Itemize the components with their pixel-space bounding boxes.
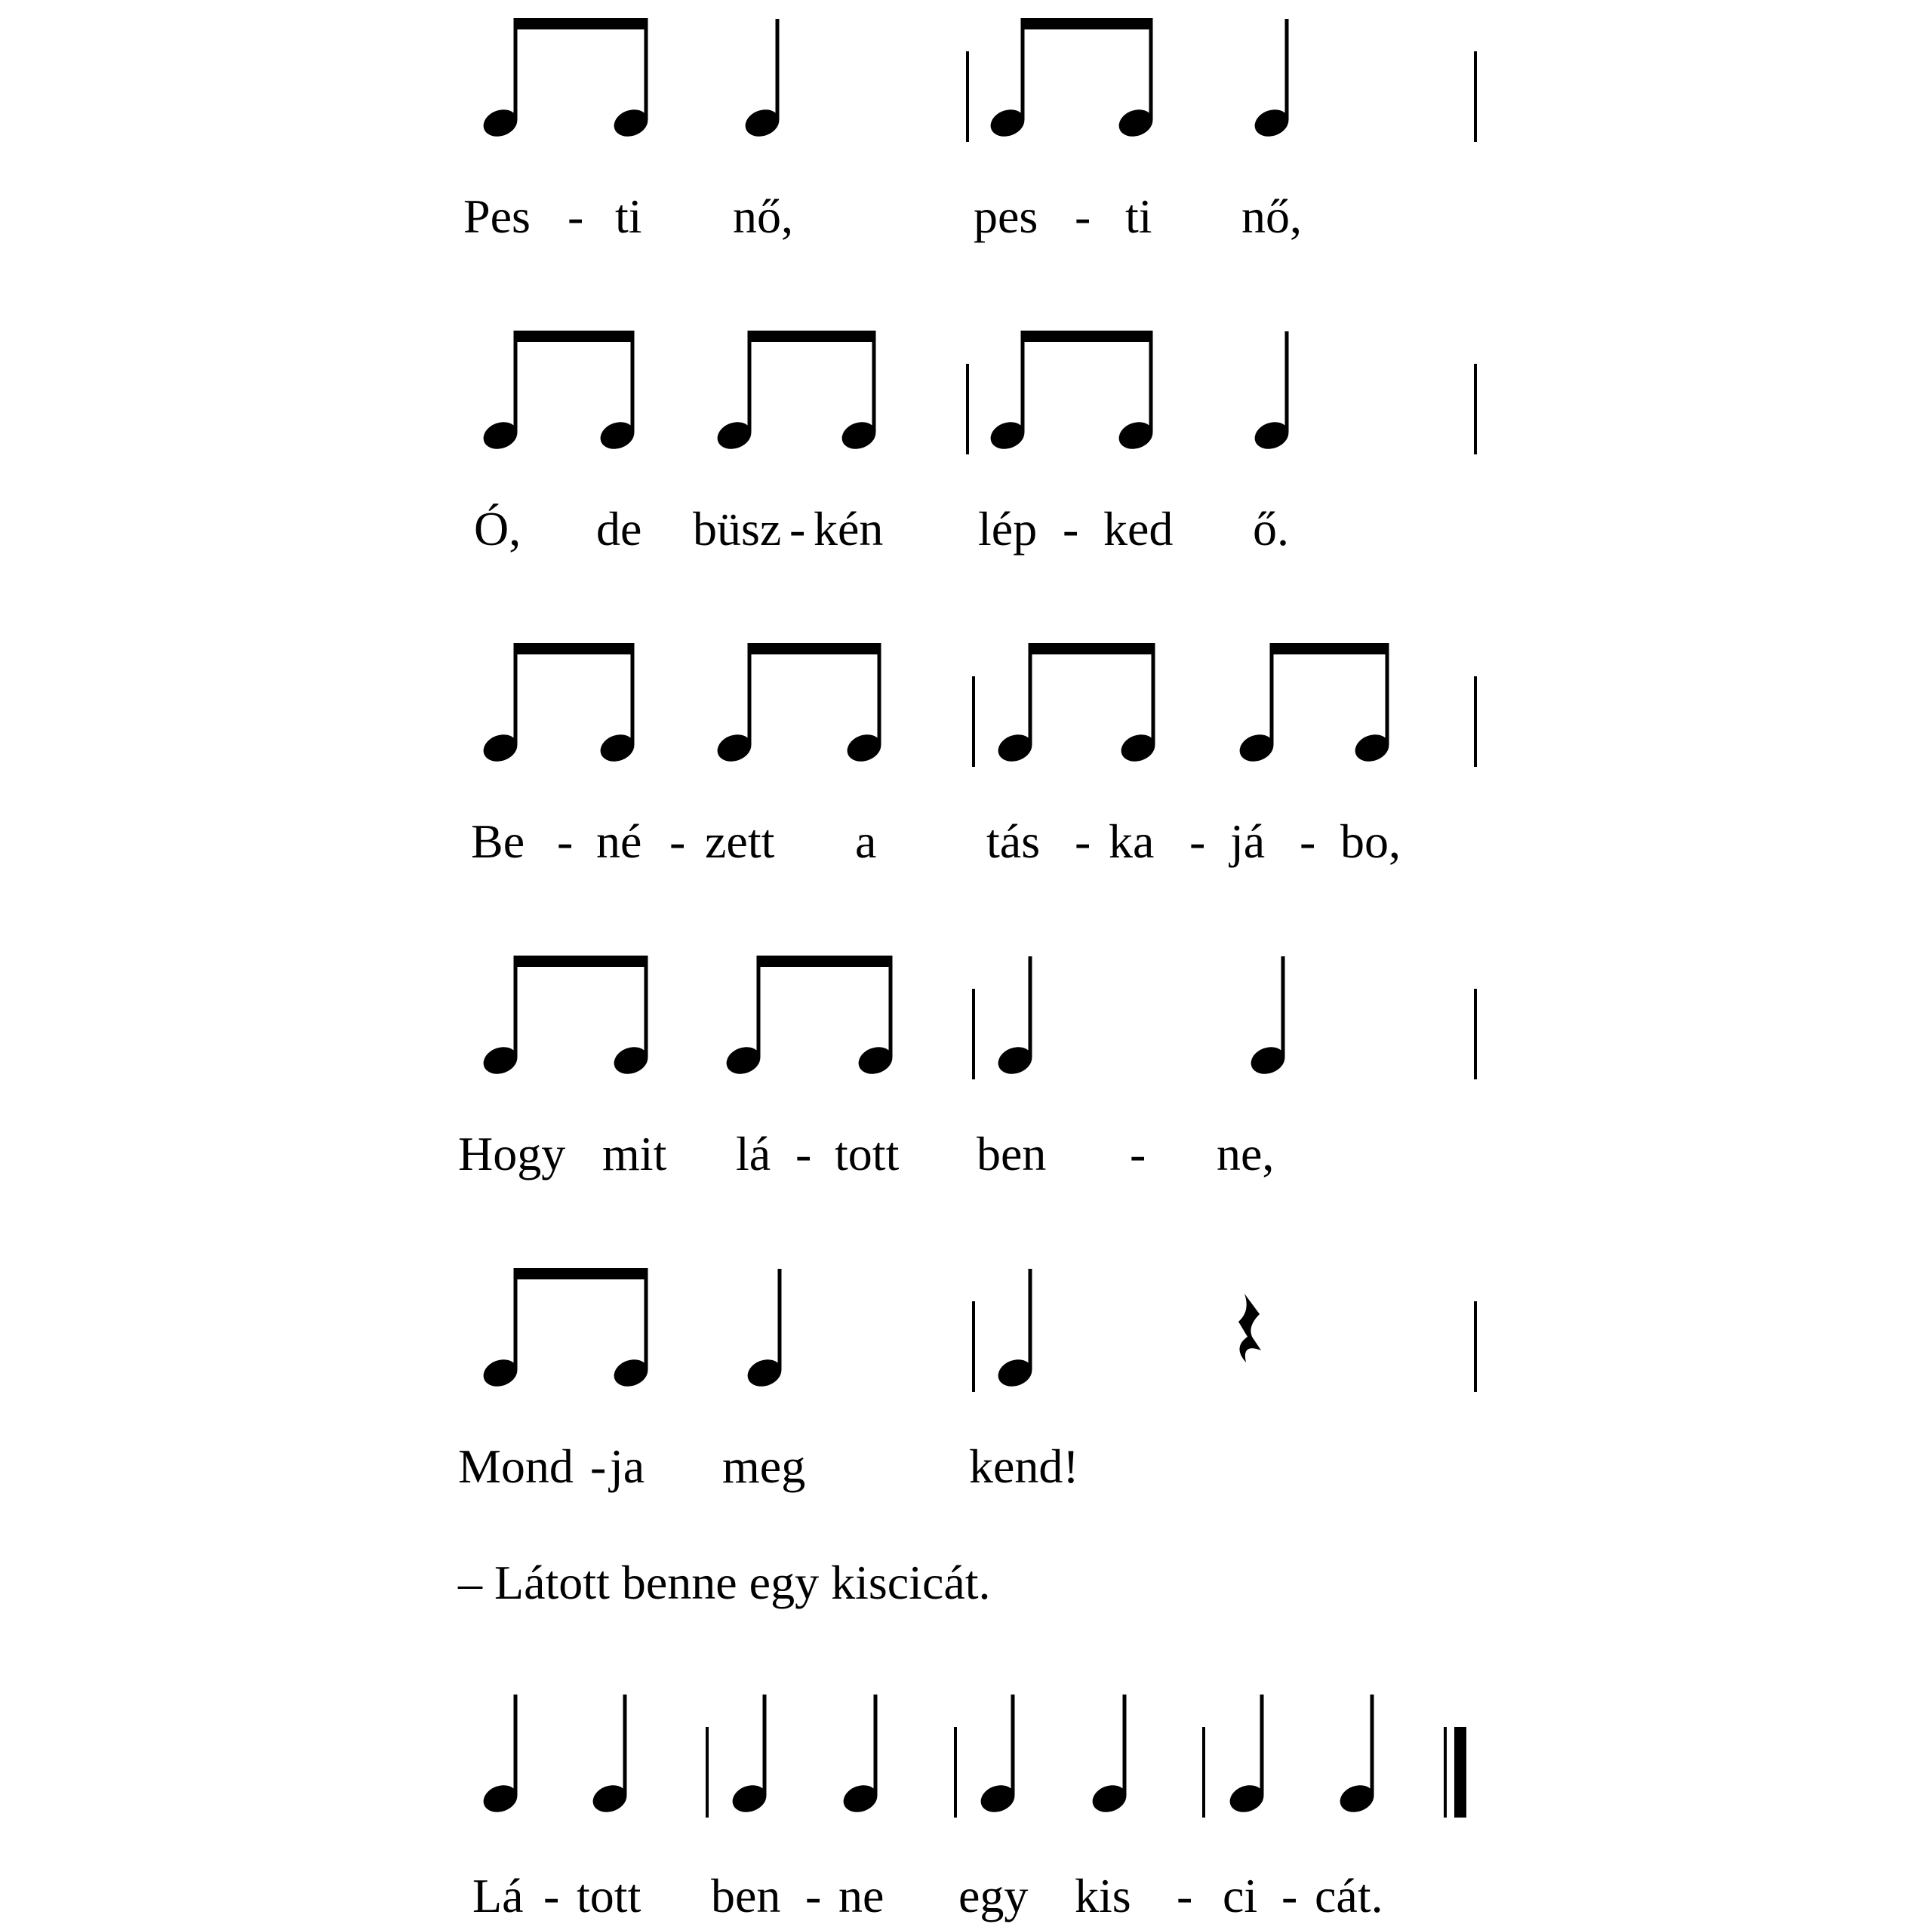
lyric-syllable: bo, [1340,814,1401,868]
lyric-syllable: tott [835,1127,900,1181]
note-beam [514,643,635,654]
lyric-syllable: Be [471,814,525,868]
note-beam [757,956,893,967]
lyric-syllable: ne, [1217,1127,1275,1181]
lyric-syllable: meg [722,1439,806,1493]
lyric-syllable: ő. [1253,502,1289,556]
note-beam [514,1268,648,1279]
lyric-hyphen: - [1075,189,1091,243]
lyric-syllable: ka [1109,814,1155,868]
lyric-hyphen: - [590,1439,607,1493]
note-beam [748,643,881,654]
lyric-syllable: tás [986,814,1041,868]
lyric-syllable: já [1230,814,1266,868]
lyric-hyphen: - [1075,814,1091,868]
lyric-hyphen: - [1063,502,1079,556]
lyric-syllable: ci [1223,1869,1258,1922]
lyric-syllable: kis [1075,1869,1131,1922]
note-beam [1029,643,1155,654]
note-beam [1021,331,1153,342]
lyric-syllable: ti [1125,189,1152,243]
lyric-hyphen: - [557,814,574,868]
note-beam [1270,643,1389,654]
lyric-syllable: Ó, [474,502,521,556]
lyric-hyphen: - [795,1127,812,1181]
lyric-syllable: pes [974,189,1038,243]
lyric-syllable: nő, [1241,189,1302,243]
lyric-syllable: Mond [458,1439,574,1493]
lyric-syllable: ben [711,1869,781,1922]
lyric-syllable: büsz [693,502,782,556]
lyric-syllable: lá [736,1127,771,1181]
lyric-syllable: nő, [733,189,793,243]
lyric-syllable: tott [577,1869,641,1922]
lyric-syllable: cát. [1315,1869,1383,1922]
lyric-syllable: egy [958,1869,1029,1922]
lyric-hyphen: - [789,502,806,556]
note-beam [514,18,648,29]
lyric-syllable: Lá [472,1869,524,1922]
lyric-syllable: zett [705,814,775,868]
lyric-syllable: ked [1103,502,1174,556]
quarter-rest [1238,1294,1261,1362]
final-barline-thick [1454,1727,1466,1818]
lyric-syllable: lép [978,502,1038,556]
lyric-hyphen: - [1300,814,1316,868]
lyric-syllable: Pes [463,189,531,243]
lyric-hyphen: - [805,1869,822,1922]
lyric-syllable: kén [814,502,884,556]
lyric-syllable: a [855,814,877,868]
spoken-text: – Látott benne egy kiscicát. [458,1556,991,1609]
lyric-syllable: né [596,814,642,868]
lyric-hyphen: - [568,189,584,243]
lyric-hyphen: - [1189,814,1206,868]
lyric-hyphen: - [669,814,686,868]
note-beam [1021,18,1153,29]
lyric-hyphen: - [1177,1869,1193,1922]
lyric-syllable: kend! [969,1439,1079,1493]
note-beam [748,331,876,342]
lyric-syllable: Hogy [458,1127,566,1181]
lyric-syllable: ti [615,189,642,243]
lyric-syllable: ne [838,1869,884,1922]
lyric-hyphen: - [1281,1869,1298,1922]
lyric-syllable: mit [602,1127,667,1181]
lyric-syllable: de [596,502,642,556]
lyric-syllable: ja [610,1439,645,1493]
note-beam [514,331,635,342]
lyric-syllable: ben [977,1127,1047,1181]
note-beam [514,956,648,967]
lyric-hyphen: - [543,1869,560,1922]
lyric-hyphen: - [1130,1127,1146,1181]
